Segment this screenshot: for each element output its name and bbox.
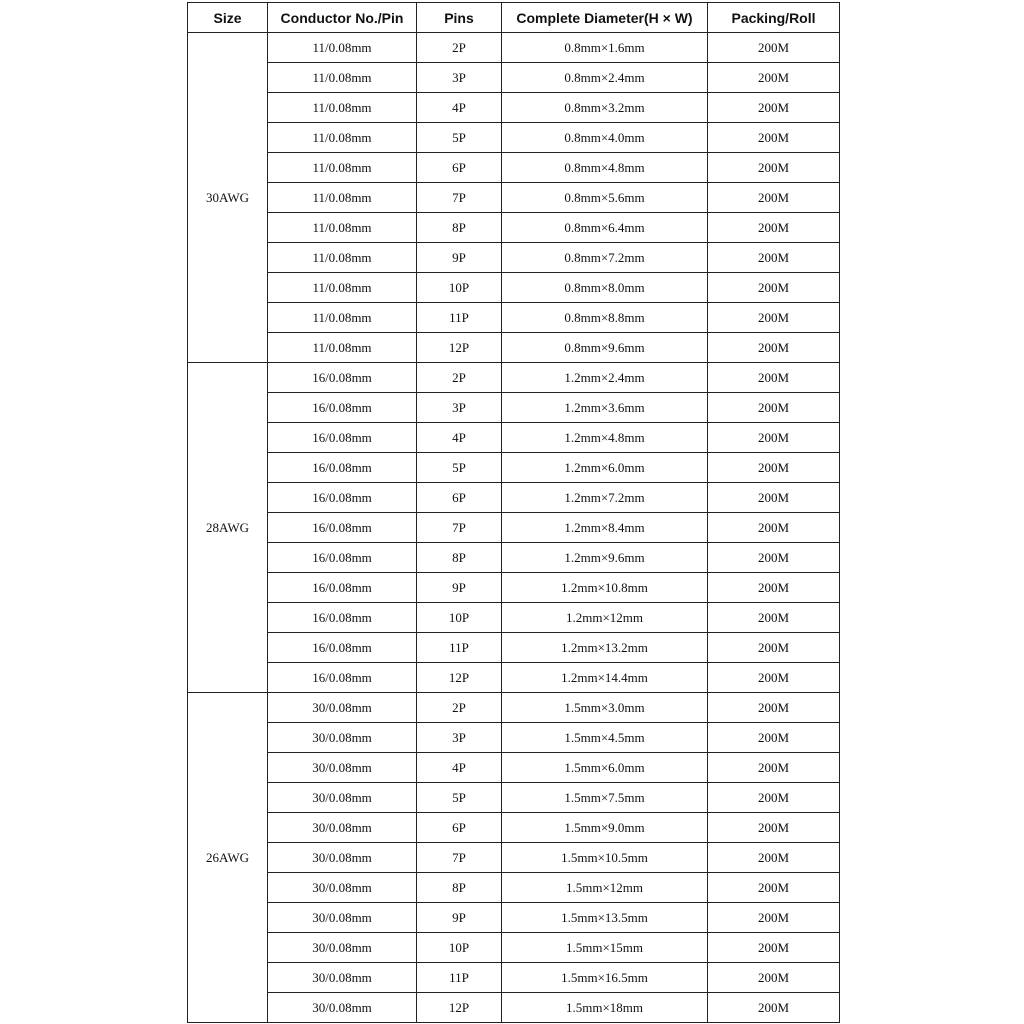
- packing-cell: 200M: [708, 843, 840, 873]
- table-row: [188, 423, 840, 453]
- conductor-cell: 16/0.08mm: [268, 543, 417, 573]
- table-row: [188, 543, 840, 573]
- pins-cell: 5P: [417, 123, 502, 153]
- pins-cell: 3P: [417, 723, 502, 753]
- packing-cell: 200M: [708, 693, 840, 723]
- conductor-cell: 16/0.08mm: [268, 423, 417, 453]
- table-row: [188, 963, 840, 993]
- table-row: [188, 393, 840, 423]
- packing-cell: 200M: [708, 243, 840, 273]
- packing-cell: 200M: [708, 273, 840, 303]
- packing-cell: 200M: [708, 963, 840, 993]
- conductor-cell: 16/0.08mm: [268, 633, 417, 663]
- conductor-cell: 30/0.08mm: [268, 723, 417, 753]
- table-row: [188, 93, 840, 123]
- table-row: [188, 213, 840, 243]
- pins-cell: 10P: [417, 933, 502, 963]
- packing-cell: 200M: [708, 303, 840, 333]
- conductor-cell: 16/0.08mm: [268, 663, 417, 693]
- packing-cell: 200M: [708, 633, 840, 663]
- size-cell: 30AWG: [188, 33, 268, 363]
- table-row: [188, 183, 840, 213]
- table-row: [188, 633, 840, 663]
- diameter-cell: 1.2mm×14.4mm: [502, 663, 708, 693]
- conductor-cell: 30/0.08mm: [268, 693, 417, 723]
- packing-cell: 200M: [708, 873, 840, 903]
- header-diameter: Complete Diameter(H × W): [502, 3, 708, 33]
- packing-cell: 200M: [708, 183, 840, 213]
- packing-cell: 200M: [708, 483, 840, 513]
- table-row: [188, 723, 840, 753]
- conductor-cell: 11/0.08mm: [268, 273, 417, 303]
- conductor-cell: 11/0.08mm: [268, 243, 417, 273]
- packing-cell: 200M: [708, 903, 840, 933]
- diameter-cell: 1.5mm×12mm: [502, 873, 708, 903]
- diameter-cell: 1.5mm×18mm: [502, 993, 708, 1023]
- diameter-cell: 0.8mm×1.6mm: [502, 33, 708, 63]
- packing-cell: 200M: [708, 753, 840, 783]
- conductor-cell: 30/0.08mm: [268, 843, 417, 873]
- conductor-cell: 11/0.08mm: [268, 183, 417, 213]
- conductor-cell: 16/0.08mm: [268, 483, 417, 513]
- conductor-cell: 16/0.08mm: [268, 393, 417, 423]
- diameter-cell: 0.8mm×8.8mm: [502, 303, 708, 333]
- header-pins: Pins: [417, 3, 502, 33]
- diameter-cell: 1.2mm×2.4mm: [502, 363, 708, 393]
- packing-cell: 200M: [708, 993, 840, 1023]
- packing-cell: 200M: [708, 603, 840, 633]
- diameter-cell: 1.2mm×12mm: [502, 603, 708, 633]
- table-row: [188, 843, 840, 873]
- packing-cell: 200M: [708, 783, 840, 813]
- table-body: [188, 33, 840, 1023]
- table-row: [188, 273, 840, 303]
- pins-cell: 3P: [417, 393, 502, 423]
- diameter-cell: 1.5mm×4.5mm: [502, 723, 708, 753]
- conductor-cell: 11/0.08mm: [268, 303, 417, 333]
- table-row: [188, 603, 840, 633]
- diameter-cell: 1.5mm×10.5mm: [502, 843, 708, 873]
- pins-cell: 4P: [417, 753, 502, 783]
- table-row: [188, 333, 840, 363]
- conductor-cell: 30/0.08mm: [268, 933, 417, 963]
- pins-cell: 11P: [417, 633, 502, 663]
- header-conductor: Conductor No./Pin: [268, 3, 417, 33]
- table-row: [188, 123, 840, 153]
- pins-cell: 7P: [417, 843, 502, 873]
- conductor-cell: 11/0.08mm: [268, 123, 417, 153]
- diameter-cell: 0.8mm×4.0mm: [502, 123, 708, 153]
- packing-cell: 200M: [708, 933, 840, 963]
- packing-cell: 200M: [708, 63, 840, 93]
- pins-cell: 8P: [417, 873, 502, 903]
- table-header: [188, 3, 840, 33]
- table-row: [188, 363, 840, 393]
- diameter-cell: 0.8mm×2.4mm: [502, 63, 708, 93]
- header-size: Size: [188, 3, 268, 33]
- table-row: [188, 63, 840, 93]
- packing-cell: 200M: [708, 813, 840, 843]
- conductor-cell: 16/0.08mm: [268, 513, 417, 543]
- table-row: [188, 783, 840, 813]
- conductor-cell: 11/0.08mm: [268, 333, 417, 363]
- conductor-cell: 16/0.08mm: [268, 603, 417, 633]
- pins-cell: 2P: [417, 33, 502, 63]
- diameter-cell: 0.8mm×3.2mm: [502, 93, 708, 123]
- pins-cell: 11P: [417, 963, 502, 993]
- pins-cell: 8P: [417, 213, 502, 243]
- table-row: [188, 303, 840, 333]
- packing-cell: 200M: [708, 573, 840, 603]
- pins-cell: 7P: [417, 183, 502, 213]
- table-row: [188, 693, 840, 723]
- pins-cell: 6P: [417, 483, 502, 513]
- conductor-cell: 30/0.08mm: [268, 963, 417, 993]
- table-row: [188, 33, 840, 63]
- size-cell: 26AWG: [188, 693, 268, 1023]
- table-row: [188, 243, 840, 273]
- conductor-cell: 11/0.08mm: [268, 63, 417, 93]
- pins-cell: 5P: [417, 453, 502, 483]
- conductor-cell: 30/0.08mm: [268, 783, 417, 813]
- packing-cell: 200M: [708, 123, 840, 153]
- pins-cell: 6P: [417, 813, 502, 843]
- pins-cell: 7P: [417, 513, 502, 543]
- diameter-cell: 0.8mm×8.0mm: [502, 273, 708, 303]
- conductor-cell: 30/0.08mm: [268, 903, 417, 933]
- header-row: [188, 3, 840, 33]
- spec-table: [187, 2, 840, 1023]
- packing-cell: 200M: [708, 453, 840, 483]
- pins-cell: 2P: [417, 693, 502, 723]
- table-row: [188, 483, 840, 513]
- packing-cell: 200M: [708, 393, 840, 423]
- conductor-cell: 30/0.08mm: [268, 753, 417, 783]
- pins-cell: 4P: [417, 93, 502, 123]
- diameter-cell: 1.5mm×7.5mm: [502, 783, 708, 813]
- conductor-cell: 16/0.08mm: [268, 453, 417, 483]
- diameter-cell: 0.8mm×9.6mm: [502, 333, 708, 363]
- pins-cell: 8P: [417, 543, 502, 573]
- packing-cell: 200M: [708, 423, 840, 453]
- packing-cell: 200M: [708, 33, 840, 63]
- diameter-cell: 1.2mm×8.4mm: [502, 513, 708, 543]
- table-row: [188, 753, 840, 783]
- table-row: [188, 873, 840, 903]
- pins-cell: 12P: [417, 993, 502, 1023]
- pins-cell: 2P: [417, 363, 502, 393]
- packing-cell: 200M: [708, 723, 840, 753]
- table-row: [188, 453, 840, 483]
- packing-cell: 200M: [708, 93, 840, 123]
- conductor-cell: 16/0.08mm: [268, 573, 417, 603]
- pins-cell: 10P: [417, 603, 502, 633]
- pins-cell: 5P: [417, 783, 502, 813]
- table-row: [188, 933, 840, 963]
- diameter-cell: 1.5mm×15mm: [502, 933, 708, 963]
- diameter-cell: 0.8mm×4.8mm: [502, 153, 708, 183]
- diameter-cell: 0.8mm×6.4mm: [502, 213, 708, 243]
- packing-cell: 200M: [708, 213, 840, 243]
- pins-cell: 6P: [417, 153, 502, 183]
- pins-cell: 9P: [417, 903, 502, 933]
- pins-cell: 10P: [417, 273, 502, 303]
- diameter-cell: 1.2mm×3.6mm: [502, 393, 708, 423]
- conductor-cell: 30/0.08mm: [268, 993, 417, 1023]
- conductor-cell: 11/0.08mm: [268, 33, 417, 63]
- conductor-cell: 11/0.08mm: [268, 213, 417, 243]
- diameter-cell: 1.2mm×13.2mm: [502, 633, 708, 663]
- packing-cell: 200M: [708, 663, 840, 693]
- pins-cell: 12P: [417, 333, 502, 363]
- header-packing: Packing/Roll: [708, 3, 840, 33]
- table-row: [188, 813, 840, 843]
- packing-cell: 200M: [708, 543, 840, 573]
- diameter-cell: 0.8mm×7.2mm: [502, 243, 708, 273]
- diameter-cell: 0.8mm×5.6mm: [502, 183, 708, 213]
- table-row: [188, 663, 840, 693]
- pins-cell: 11P: [417, 303, 502, 333]
- table-row: [188, 903, 840, 933]
- diameter-cell: 1.5mm×9.0mm: [502, 813, 708, 843]
- pins-cell: 4P: [417, 423, 502, 453]
- diameter-cell: 1.5mm×13.5mm: [502, 903, 708, 933]
- diameter-cell: 1.2mm×7.2mm: [502, 483, 708, 513]
- diameter-cell: 1.2mm×10.8mm: [502, 573, 708, 603]
- diameter-cell: 1.2mm×9.6mm: [502, 543, 708, 573]
- table-row: [188, 993, 840, 1023]
- diameter-cell: 1.2mm×4.8mm: [502, 423, 708, 453]
- pins-cell: 12P: [417, 663, 502, 693]
- table-row: [188, 573, 840, 603]
- conductor-cell: 30/0.08mm: [268, 813, 417, 843]
- diameter-cell: 1.2mm×6.0mm: [502, 453, 708, 483]
- packing-cell: 200M: [708, 333, 840, 363]
- packing-cell: 200M: [708, 363, 840, 393]
- table-row: [188, 513, 840, 543]
- diameter-cell: 1.5mm×6.0mm: [502, 753, 708, 783]
- packing-cell: 200M: [708, 153, 840, 183]
- pins-cell: 3P: [417, 63, 502, 93]
- diameter-cell: 1.5mm×3.0mm: [502, 693, 708, 723]
- size-cell: 28AWG: [188, 363, 268, 693]
- pins-cell: 9P: [417, 573, 502, 603]
- conductor-cell: 30/0.08mm: [268, 873, 417, 903]
- conductor-cell: 16/0.08mm: [268, 363, 417, 393]
- conductor-cell: 11/0.08mm: [268, 93, 417, 123]
- conductor-cell: 11/0.08mm: [268, 153, 417, 183]
- diameter-cell: 1.5mm×16.5mm: [502, 963, 708, 993]
- table-row: [188, 153, 840, 183]
- packing-cell: 200M: [708, 513, 840, 543]
- pins-cell: 9P: [417, 243, 502, 273]
